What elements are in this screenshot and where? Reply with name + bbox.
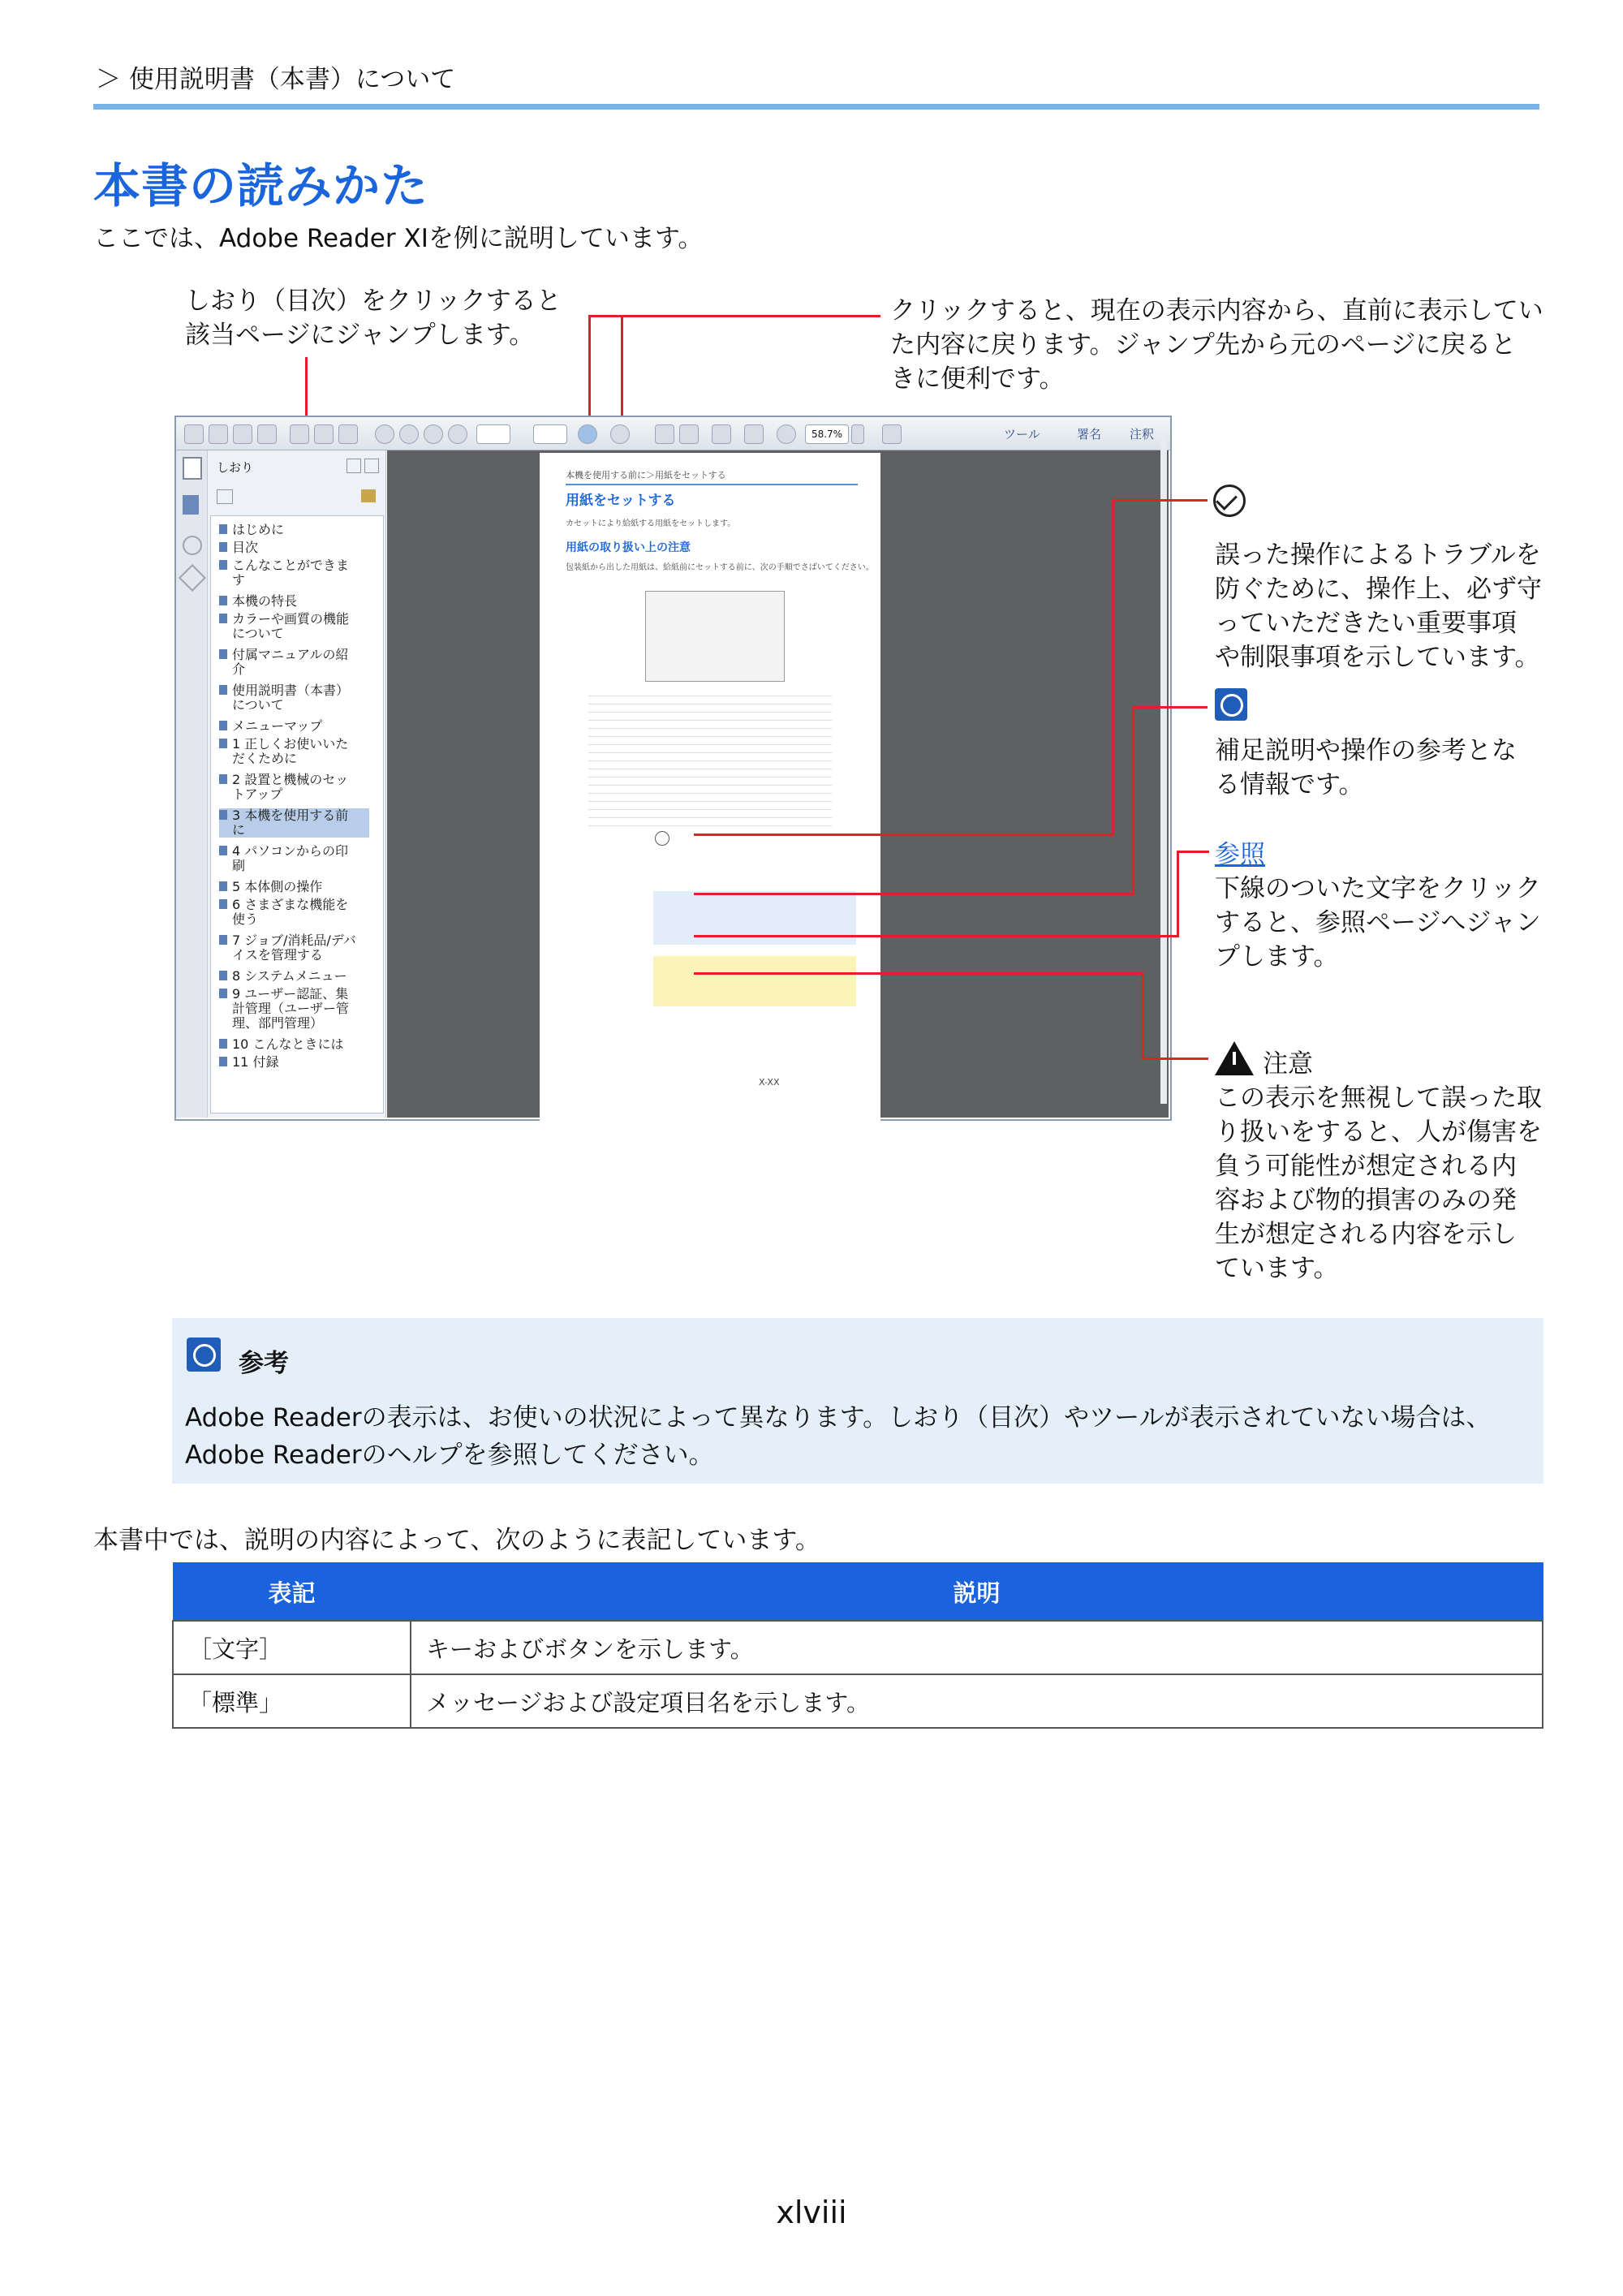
warning-icon-mark bbox=[1233, 1052, 1236, 1065]
note-title: 参考 bbox=[239, 1349, 289, 1378]
paper-illustration bbox=[645, 591, 785, 682]
caution-box bbox=[653, 956, 856, 1006]
preview-text-block bbox=[588, 688, 832, 826]
options-icon[interactable] bbox=[217, 489, 233, 504]
print-icon[interactable] bbox=[314, 424, 334, 444]
layers-icon[interactable] bbox=[179, 564, 206, 592]
bookmark-item[interactable]: 6 さまざまな機能を 使う bbox=[219, 898, 348, 927]
attachment-icon[interactable] bbox=[183, 536, 202, 555]
page-title: 本書の読みかた bbox=[93, 158, 429, 213]
important-callout: 誤った操作によるトラブルを 防ぐために、操作上、必ず守 っていただきたい重要事項 や制限事項を示しています。 bbox=[1215, 541, 1542, 672]
caution-pointer-line bbox=[1142, 972, 1144, 1060]
next-page-icon[interactable] bbox=[424, 424, 443, 444]
preview-subtext: カセットにより給紙する用紙をセットします。 bbox=[566, 519, 736, 528]
bookmark-item[interactable]: 使用説明書（本書） について bbox=[219, 683, 349, 713]
zoom-out-icon[interactable] bbox=[744, 424, 764, 444]
reference-pointer-line bbox=[694, 935, 1179, 937]
note-pointer-line bbox=[694, 893, 1134, 895]
bookmark-callout bbox=[185, 284, 562, 352]
mail-icon[interactable] bbox=[338, 424, 358, 444]
back-view-icon[interactable] bbox=[578, 424, 597, 444]
pages-icon[interactable] bbox=[183, 457, 202, 480]
note-pointer-line bbox=[1132, 706, 1134, 893]
open-icon[interactable] bbox=[209, 424, 228, 444]
preview-section: 用紙の取り扱い上の注意 bbox=[566, 541, 691, 554]
page-count-field bbox=[533, 424, 567, 444]
zoom-icon[interactable] bbox=[712, 424, 731, 444]
table-row bbox=[173, 1674, 1543, 1728]
select-icon[interactable] bbox=[655, 424, 674, 444]
preview-heading: 用紙をセットする bbox=[566, 493, 676, 509]
reference-pointer-line bbox=[1177, 851, 1179, 937]
bookmark-item[interactable]: カラーや画質の機能 について bbox=[219, 612, 349, 641]
create-icon[interactable] bbox=[184, 424, 204, 444]
zoom-minus-icon[interactable] bbox=[777, 424, 796, 444]
bookmark-list bbox=[210, 515, 384, 1114]
viewer-scrollbar[interactable] bbox=[1160, 438, 1167, 1104]
table-row bbox=[173, 1621, 1543, 1674]
important-pointer-line bbox=[694, 834, 1114, 836]
bookmark-item-selected[interactable]: 3 本機を使用する前 に bbox=[219, 808, 369, 838]
bookmark-item[interactable]: 4 パソコンからの印 刷 bbox=[219, 844, 348, 873]
tools-tab[interactable]: ツール bbox=[1004, 427, 1040, 442]
table-cell: 「標準」 bbox=[173, 1674, 411, 1728]
note-icon bbox=[187, 1338, 221, 1372]
preview-rule bbox=[566, 484, 858, 485]
caution-label: 注意 bbox=[1263, 1049, 1313, 1079]
notation-table bbox=[172, 1562, 1543, 1729]
reader-toolbar bbox=[176, 417, 1170, 450]
bookmark-add-icon[interactable] bbox=[361, 489, 376, 502]
reference-note-box bbox=[172, 1318, 1543, 1484]
bookmark-item[interactable]: 目次 bbox=[219, 541, 258, 555]
zoom-dropdown-icon[interactable] bbox=[851, 424, 864, 444]
note-icon bbox=[1215, 688, 1247, 721]
breadcrumb[interactable]: ＞ 使用説明書（本書）について bbox=[96, 65, 456, 94]
bookmark-item[interactable]: 本機の特長 bbox=[219, 594, 297, 609]
fit-icon[interactable] bbox=[882, 424, 902, 444]
bookmark-item[interactable]: 10 こんなときには bbox=[219, 1037, 343, 1052]
caution-pointer-line bbox=[694, 972, 1144, 975]
caution-pointer-line bbox=[1142, 1058, 1208, 1060]
bookmark-item[interactable]: 5 本体側の操作 bbox=[219, 880, 322, 894]
bookmark-item[interactable]: はじめに bbox=[219, 523, 284, 537]
preview-header: 本機を使用する前に＞用紙をセットする bbox=[566, 470, 726, 480]
save-icon[interactable] bbox=[290, 424, 309, 444]
callout-line: 該当ページにジャンプします。 bbox=[185, 321, 535, 350]
table-intro: 本書中では、説明の内容によって、次のように表記しています。 bbox=[93, 1526, 820, 1555]
last-page-icon[interactable] bbox=[448, 424, 467, 444]
reference-link[interactable]: 参照 bbox=[1215, 840, 1265, 869]
note-callout: 補足説明や操作の参考とな る情報です。 bbox=[1215, 736, 1517, 799]
table-header: 説明 bbox=[411, 1563, 1543, 1622]
preview-page-number: X-XX bbox=[759, 1077, 780, 1088]
bookmark-item[interactable]: こんなことができま す bbox=[219, 558, 349, 588]
note-text: Adobe Readerの表示は、お使いの状況によって異なります。しおり（目次）やツールが表示されていない場合は、 Adobe Readerのヘルプを参照してください。 bbox=[185, 1403, 1492, 1470]
table-header: 表記 bbox=[173, 1563, 411, 1622]
page-number: xlviii bbox=[776, 2195, 847, 2230]
bookmark-item[interactable]: 2 設置と機械のセッ トアップ bbox=[219, 773, 348, 802]
bookmark-item[interactable]: 7 ジョブ/消耗品/デバ イスを管理する bbox=[219, 933, 356, 963]
intro-text: ここでは、Adobe Reader XIを例に説明しています。 bbox=[93, 224, 704, 253]
important-pointer-line bbox=[1112, 499, 1114, 834]
comment-tab[interactable]: 注釈 bbox=[1130, 427, 1155, 442]
page-number-field[interactable] bbox=[476, 424, 510, 444]
bookmark-item[interactable]: 8 システムメニュー bbox=[219, 969, 347, 984]
bookmark-item[interactable]: 1 正しくお使いいた だくために bbox=[219, 737, 348, 766]
prev-page-icon[interactable] bbox=[399, 424, 419, 444]
hand-icon[interactable] bbox=[679, 424, 699, 444]
callout-line: きに便利です。 bbox=[890, 364, 1065, 394]
back-callout bbox=[890, 294, 1543, 396]
zoom-field[interactable]: 58.7% bbox=[805, 424, 849, 444]
header-divider bbox=[93, 104, 1539, 110]
preview-body: 包装紙から出した用紙は、給紙前にセットする前に、次の手順でさばいてください。 bbox=[566, 563, 874, 572]
caution-callout: この表示を無視して誤った取 り扱いをすると、人が傷害を 負う可能性が想定される内 容および物的損害のみの発 生が想定される内容を示し ています。 bbox=[1215, 1083, 1542, 1283]
sign-tab[interactable]: 署名 bbox=[1077, 427, 1102, 442]
bookmark-item[interactable]: 9 ユーザー認証、集 計管理（ユーザー管 理、部門管理） bbox=[219, 987, 349, 1031]
bookmark-item[interactable]: メニューマップ bbox=[219, 719, 322, 734]
table-cell: メッセージおよび設定項目名を示します。 bbox=[411, 1674, 1543, 1728]
collapse-icon[interactable] bbox=[347, 459, 361, 473]
forward-view-icon[interactable] bbox=[610, 424, 630, 444]
cloud-icon[interactable] bbox=[257, 424, 277, 444]
edit-icon[interactable] bbox=[233, 424, 252, 444]
callout-line: しおり（目次）をクリックすると bbox=[185, 286, 562, 316]
bookmarks-icon[interactable] bbox=[183, 495, 199, 515]
important-mini-icon bbox=[655, 831, 669, 846]
reference-pointer-line bbox=[1177, 851, 1209, 853]
first-page-icon[interactable] bbox=[375, 424, 394, 444]
reference-callout: 下線のついた文字をクリック すると、参照ページへジャン プします。 bbox=[1215, 874, 1541, 971]
important-pointer-line bbox=[1112, 499, 1208, 502]
callout-line: クリックすると、現在の表示内容から、直前に表示してい bbox=[890, 296, 1543, 325]
note-pointer-line bbox=[1132, 706, 1208, 709]
bookmark-item[interactable]: 11 付録 bbox=[219, 1055, 278, 1070]
table-cell: ［文字］ bbox=[173, 1621, 411, 1674]
nav-pane-title: しおり bbox=[217, 460, 254, 475]
expand-icon[interactable] bbox=[364, 459, 379, 473]
document-page-preview bbox=[540, 453, 880, 1139]
back-pointer-line bbox=[588, 315, 880, 317]
table-cell: キーおよびボタンを示します。 bbox=[411, 1621, 1543, 1674]
bookmark-item[interactable]: 付属マニュアルの紹 介 bbox=[219, 648, 348, 677]
nav-icon-strip bbox=[176, 450, 208, 1118]
callout-line: た内容に戻ります。ジャンプ先から元のページに戻ると bbox=[890, 330, 1517, 360]
navigation-pane bbox=[176, 450, 386, 1118]
